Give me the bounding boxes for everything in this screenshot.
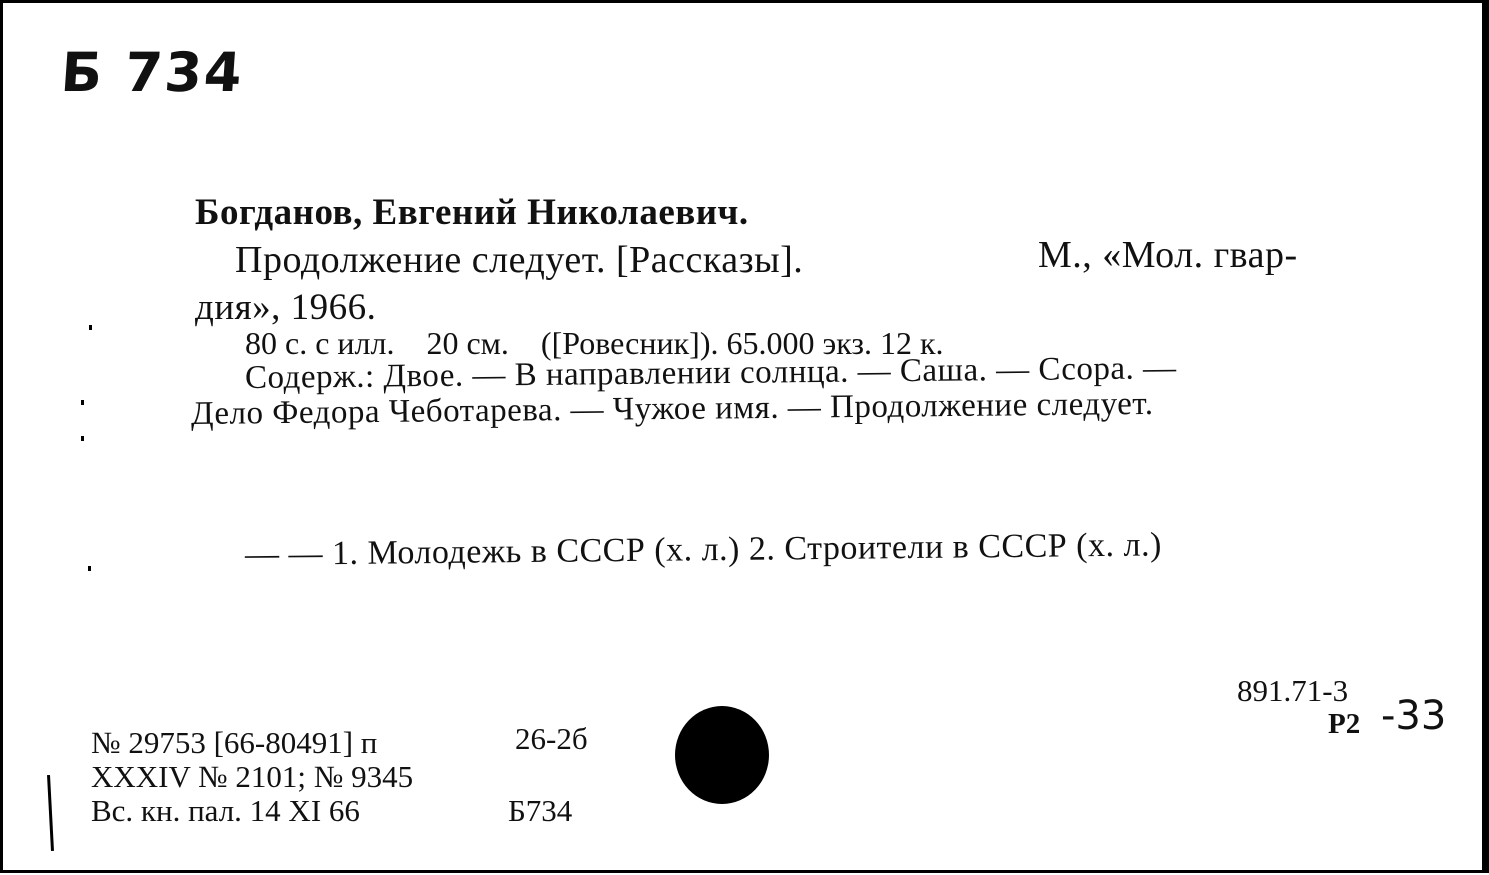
registry-series: XXXIV № 2101; № 9345	[91, 759, 414, 794]
title-statement: Продолжение следует. [Рассказы].	[235, 239, 804, 281]
edge-mark	[47, 775, 54, 851]
imprint-start: М., «Мол. гвар-	[1038, 234, 1298, 276]
margin-mark	[81, 436, 84, 441]
author-mark: Р2	[1328, 708, 1361, 740]
subject-headings: — — 1. Молодежь в СССР (х. л.) 2. Строители в СССР (х. л.)	[244, 526, 1162, 573]
physical-description: 80 с. с илл. 20 см. ([Ровесник]). 65.000 экз. 12 к.	[245, 325, 944, 361]
margin-mark	[89, 325, 92, 330]
registry-chamber-date: Вс. кн. пал. 14 XI 66	[91, 793, 360, 828]
contents-note-line-1: Содерж.: Двое. — В направлении солнца. — Саша. — Ссора. —	[244, 350, 1177, 396]
registry-number: № 29753 [66-80491] п	[91, 725, 378, 760]
imprint-continuation: дия», 1966.	[195, 287, 377, 328]
punch-hole	[675, 706, 769, 804]
author-mark-handwritten: -33	[1381, 693, 1447, 739]
margin-mark	[81, 400, 84, 405]
contents-note-line-2: Дело Федора Чеботарева. — Чужое имя. — Продолжение следует.	[190, 385, 1154, 432]
registry-code: 26-2б	[515, 721, 588, 756]
author-heading: Богданов, Евгений Николаевич.	[195, 192, 749, 233]
registry-call-number: Б734	[508, 793, 573, 828]
call-number: Б 734	[58, 41, 246, 104]
classification-number: 891.71-3	[1237, 673, 1349, 708]
margin-mark	[88, 566, 91, 571]
